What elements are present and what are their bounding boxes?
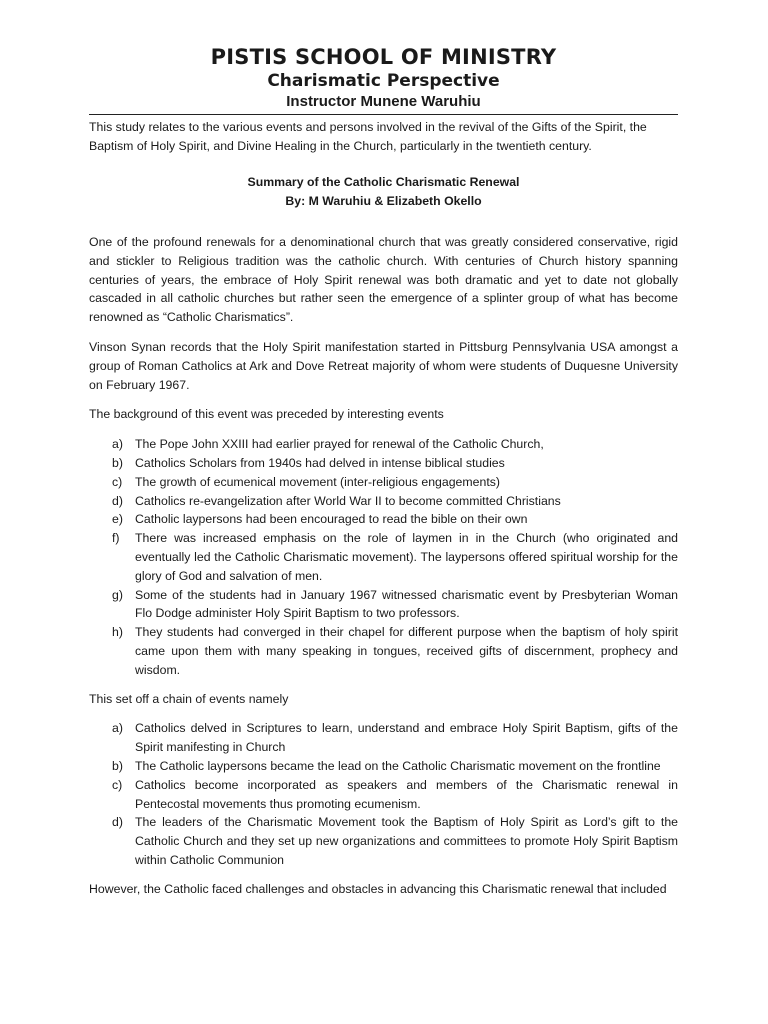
list-item [89, 586, 678, 624]
list-item [89, 529, 678, 585]
list-marker: b) [112, 455, 123, 470]
paragraph-renewal: One of the profound renewals for a denominational church that was greatly considered conservative, rigid and stickler to Religious tradition was the catholic church. With centuries of Church history spanning centuries of years, the embrace of Holy Spirit renewal was both dramatic and yet to date not globally cascaded in all catholic churches but rather seen the emergence of a splinter group of what has become renowned as “Catholic Charismatics”. [89, 235, 678, 325]
summary-authors: By: M Waruhiu & Elizabeth Okello [285, 193, 482, 208]
list-marker: a) [112, 721, 123, 736]
school-title: PISTIS SCHOOL OF MINISTRY [210, 45, 557, 69]
intro-paragraph: This study relates to the various events and persons involved in the revival of the Gifts of the Spirit, the Baptism of Holy Spirit, and Divine Healing in the Church, particularly in the twentieth century. [89, 120, 647, 153]
chain-events-list [89, 719, 678, 869]
perspective-subtitle: Charismatic Perspective [267, 71, 500, 91]
document-page [89, 44, 678, 910]
list-marker: g) [112, 587, 123, 602]
list-item-text: Catholics Scholars from 1940s had delved in intense biblical studies [135, 455, 505, 470]
list-marker: f) [112, 531, 120, 546]
list-item-text: The growth of ecumenical movement (inter-religious engagements) [135, 474, 500, 489]
list-item [89, 757, 678, 776]
paragraph-chain: This set off a chain of events namely [89, 691, 289, 706]
list-item [89, 813, 678, 869]
list-marker: c) [112, 474, 123, 489]
list-marker: b) [112, 758, 123, 773]
list-item-text: The Pope John XXIII had earlier prayed for renewal of the Catholic Church, [135, 437, 544, 452]
summary-title: Summary of the Catholic Charismatic Renewal [247, 175, 520, 189]
list-marker: c) [112, 777, 123, 792]
list-item-text: The Catholic laypersons became the lead on the Catholic Charismatic movement on the frontline [135, 758, 661, 773]
list-marker: d) [112, 815, 123, 830]
list-item [89, 776, 678, 814]
background-events-list [89, 435, 678, 679]
list-marker: a) [112, 437, 123, 452]
list-item-text: Catholics re-evangelization after World War II to become committed Christians [135, 493, 561, 508]
list-item-text: They students had converged in their chapel for different purpose when the baptism of holy spirit came upon them with many speaking in tongues, received gifts of discernment, prophecy and wisdom. [135, 625, 678, 677]
list-marker: e) [112, 512, 123, 527]
list-marker: h) [112, 625, 123, 640]
list-item [89, 435, 678, 454]
header-divider [89, 114, 678, 115]
list-item [89, 623, 678, 679]
list-item-text: Catholics become incorporated as speakers and members of the Charismatic renewal in Pentecostal movements thus promoting ecumenism. [135, 777, 678, 811]
list-item [89, 719, 678, 757]
paragraph-background: The background of this event was preceded by interesting events [89, 407, 444, 422]
list-marker: d) [112, 493, 123, 508]
list-item [89, 510, 678, 529]
list-item-text: Some of the students had in January 1967 witnessed charismatic event by Presbyterian Woman Flo Dodge administer Holy Spirit Baptism to two professors. [135, 587, 678, 621]
instructor-line: Instructor Munene Waruhiu [286, 93, 481, 110]
list-item [89, 454, 678, 473]
paragraph-challenges: However, the Catholic faced challenges and obstacles in advancing this Charismatic renewal that included [89, 881, 667, 896]
list-item [89, 473, 678, 492]
list-item-text: Catholics delved in Scriptures to learn, understand and embrace Holy Spirit Baptism, gifts of the Spirit manifesting in Church [135, 721, 678, 755]
paragraph-synan: Vinson Synan records that the Holy Spirit manifestation started in Pittsburg Pennsylvania USA amongst a group of Roman Catholics at Ark and Dove Retreat majority of whom were students of Duquesne University on February 1967. [89, 339, 678, 392]
list-item [89, 492, 678, 511]
list-item-text: The leaders of the Charismatic Movement took the Baptism of Holy Spirit as Lord’s gift to the Catholic Church and they set up new organizations and committees to promote Holy Spirit Baptism within Catholic Communion [135, 815, 678, 867]
list-item-text: Catholic laypersons had been encouraged to read the bible on their own [135, 512, 528, 527]
list-item-text: There was increased emphasis on the role of laymen in in the Church (who originated and eventually led the Catholic Charismatic movement). The laypersons offered spiritual worship for the glory of God and salvation of men. [135, 531, 678, 583]
